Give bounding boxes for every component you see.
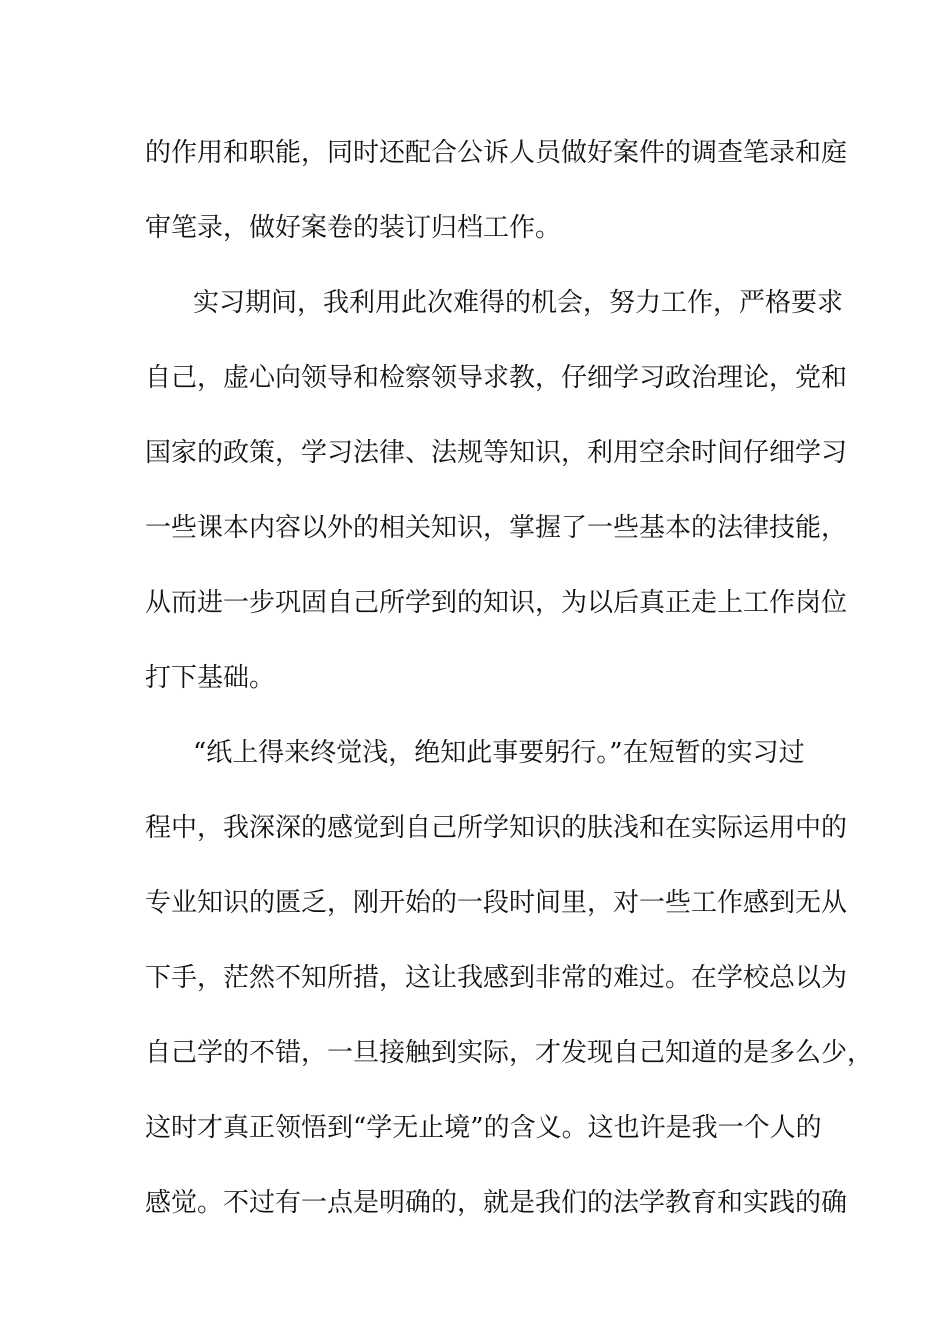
text-line: 的作用和职能，同时还配合公诉人员做好案件的调查笔录和庭 xyxy=(145,138,848,168)
text-line: 自己学的不错，一旦接触到实际，才发现自己知道的是多么少， xyxy=(145,1038,874,1068)
text-line: 自己，虚心向领导和检察领导求教，仔细学习政治理论，党和 xyxy=(145,363,848,393)
text-line: 专业知识的匮乏，刚开始的一段时间里，对一些工作感到无从 xyxy=(145,888,848,918)
text-line: 下手，茫然不知所措，这让我感到非常的难过。在学校总以为 xyxy=(145,963,848,993)
text-line: 这时才真正领悟到“学无止境”的含义。这也许是我一个人的 xyxy=(145,1113,822,1143)
text-line: 审笔录，做好案卷的装订归档工作。 xyxy=(145,213,562,243)
text-line: 程中，我深深的感觉到自己所学知识的肤浅和在实际运用中的 xyxy=(145,813,848,843)
text-line: 打下基础。 xyxy=(145,663,276,693)
text-line: 从而进一步巩固自己所学到的知识，为以后真正走上工作岗位 xyxy=(145,588,848,618)
text-line: 国家的政策，学习法律、法规等知识，利用空余时间仔细学习 xyxy=(145,438,848,468)
paragraph-first-line: 实习期间，我利用此次难得的机会，努力工作，严格要求 xyxy=(193,288,844,318)
text-line: 一些课本内容以外的相关知识，掌握了一些基本的法律技能， xyxy=(145,513,848,543)
text-line: 感觉。不过有一点是明确的，就是我们的法学教育和实践的确 xyxy=(145,1188,848,1218)
paragraph-first-line: “纸上得来终觉浅，绝知此事要躬行。”在短暂的实习过 xyxy=(193,738,805,768)
